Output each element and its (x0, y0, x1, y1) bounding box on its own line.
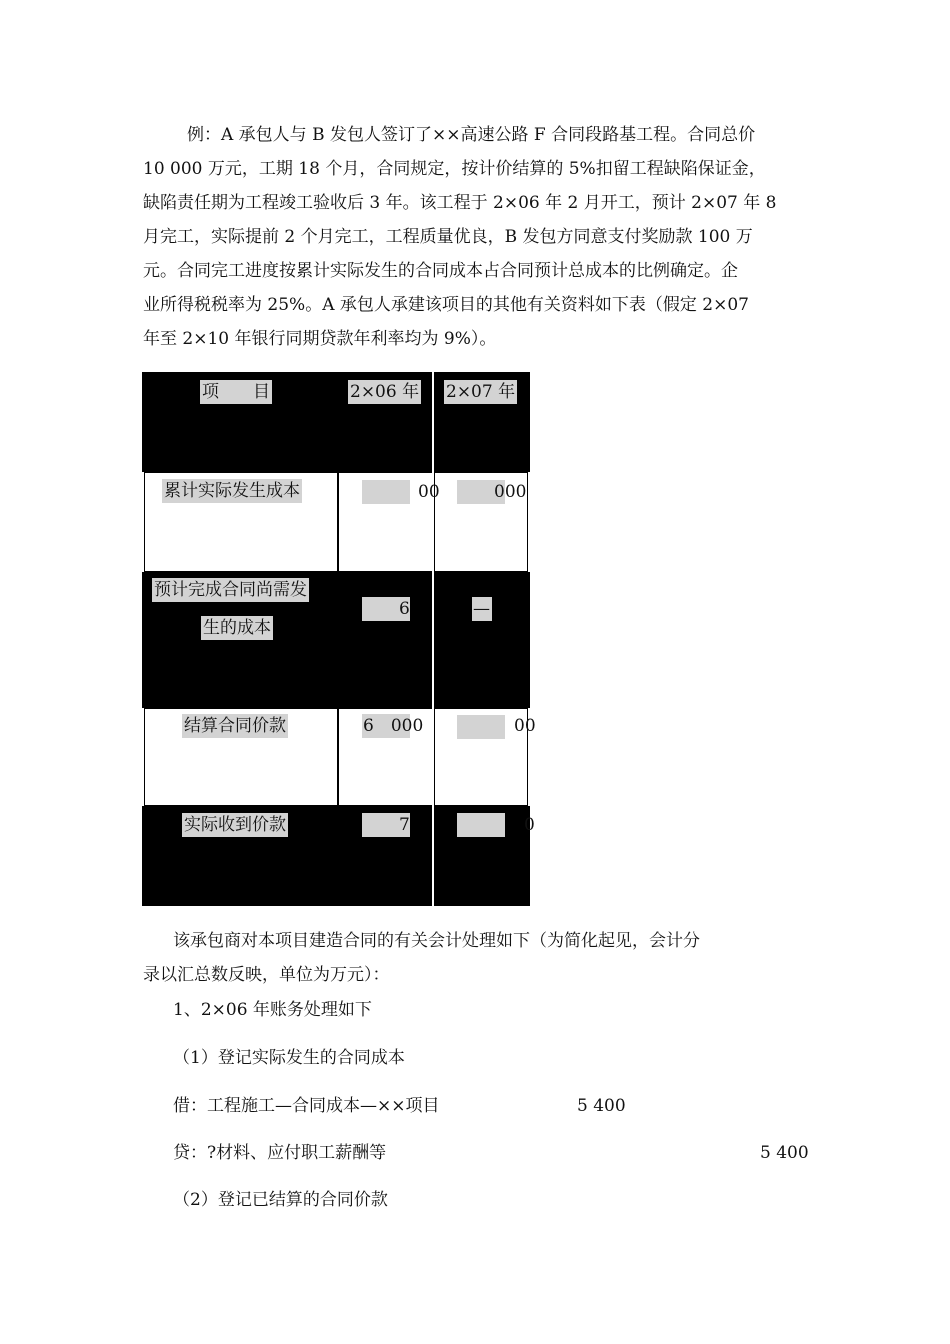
paragraph-line: 录以汇总数反映，单位为万元）： (143, 965, 390, 985)
intro-line: 缺陷责任期为工程竣工验收后 3 年。该工程于 2×06 年 2 月开工，预计 2×07 年 8 (143, 193, 777, 213)
header-item: 项 目 (202, 382, 270, 402)
row-label: 结算合同价款 (184, 716, 286, 736)
value-highlight (457, 715, 505, 739)
credit-entry-label: 贷：?材料、应付职工薪酬等 (173, 1143, 387, 1163)
value-2006: 7 (399, 815, 410, 835)
value-2007: 000 (494, 482, 527, 502)
cost-table (142, 372, 536, 906)
row-label: 预计完成合同尚需发 (154, 580, 307, 600)
value-2006: 6 (399, 599, 410, 619)
row-label: 累计实际发生成本 (164, 481, 300, 501)
intro-paragraph (143, 118, 809, 356)
value-2007: 00 (514, 716, 536, 736)
subsection-heading: （2）登记已结算的合同价款 (173, 1190, 388, 1210)
value-2006: 00 (418, 482, 440, 502)
subsection-heading: （1）登记实际发生的合同成本 (173, 1048, 405, 1068)
value-highlight (457, 813, 505, 837)
header-2007: 2×07 年 (446, 382, 516, 402)
section-heading: 1、2×06 年账务处理如下 (173, 1000, 372, 1020)
paragraph-line: 该承包商对本项目建造合同的有关会计处理如下（为简化起见，会计分 (173, 931, 700, 951)
value-2007: — (473, 599, 490, 619)
debit-entry-label: 借：工程施工—合同成本—××项目 (173, 1096, 440, 1116)
value-2006: 6 000 (363, 716, 424, 736)
intro-line: 例：A 承包人与 B 发包人签订了××高速公路 F 合同段路基工程。合同总价 (187, 125, 756, 145)
debit-entry-amount: 5 400 (577, 1096, 626, 1116)
intro-line: 10 000 万元，工期 18 个月，合同规定，按计价结算的 5%扣留工程缺陷保证金， (143, 159, 766, 179)
intro-line: 元。合同完工进度按累计实际发生的合同成本占合同预计总成本的比例确定。企 (143, 261, 738, 281)
credit-entry-amount: 5 400 (760, 1143, 809, 1163)
row-label: 生的成本 (203, 618, 271, 638)
intro-line: 月完工，实际提前 2 个月完工，工程质量优良，B 发包方同意支付奖励款 100 万 (143, 227, 753, 247)
accounting-intro-paragraph (143, 924, 809, 992)
column-divider (432, 372, 434, 906)
header-2006: 2×06 年 (350, 382, 420, 402)
value-highlight (362, 480, 410, 504)
intro-line: 业所得税税率为 25%。A 承包人承建该项目的其他有关资料如下表（假定 2×07 (143, 295, 749, 315)
intro-line: 年至 2×10 年银行同期贷款年利率均为 9%）。 (143, 329, 497, 349)
value-2007: 0 (524, 815, 535, 835)
row-label: 实际收到价款 (184, 815, 286, 835)
